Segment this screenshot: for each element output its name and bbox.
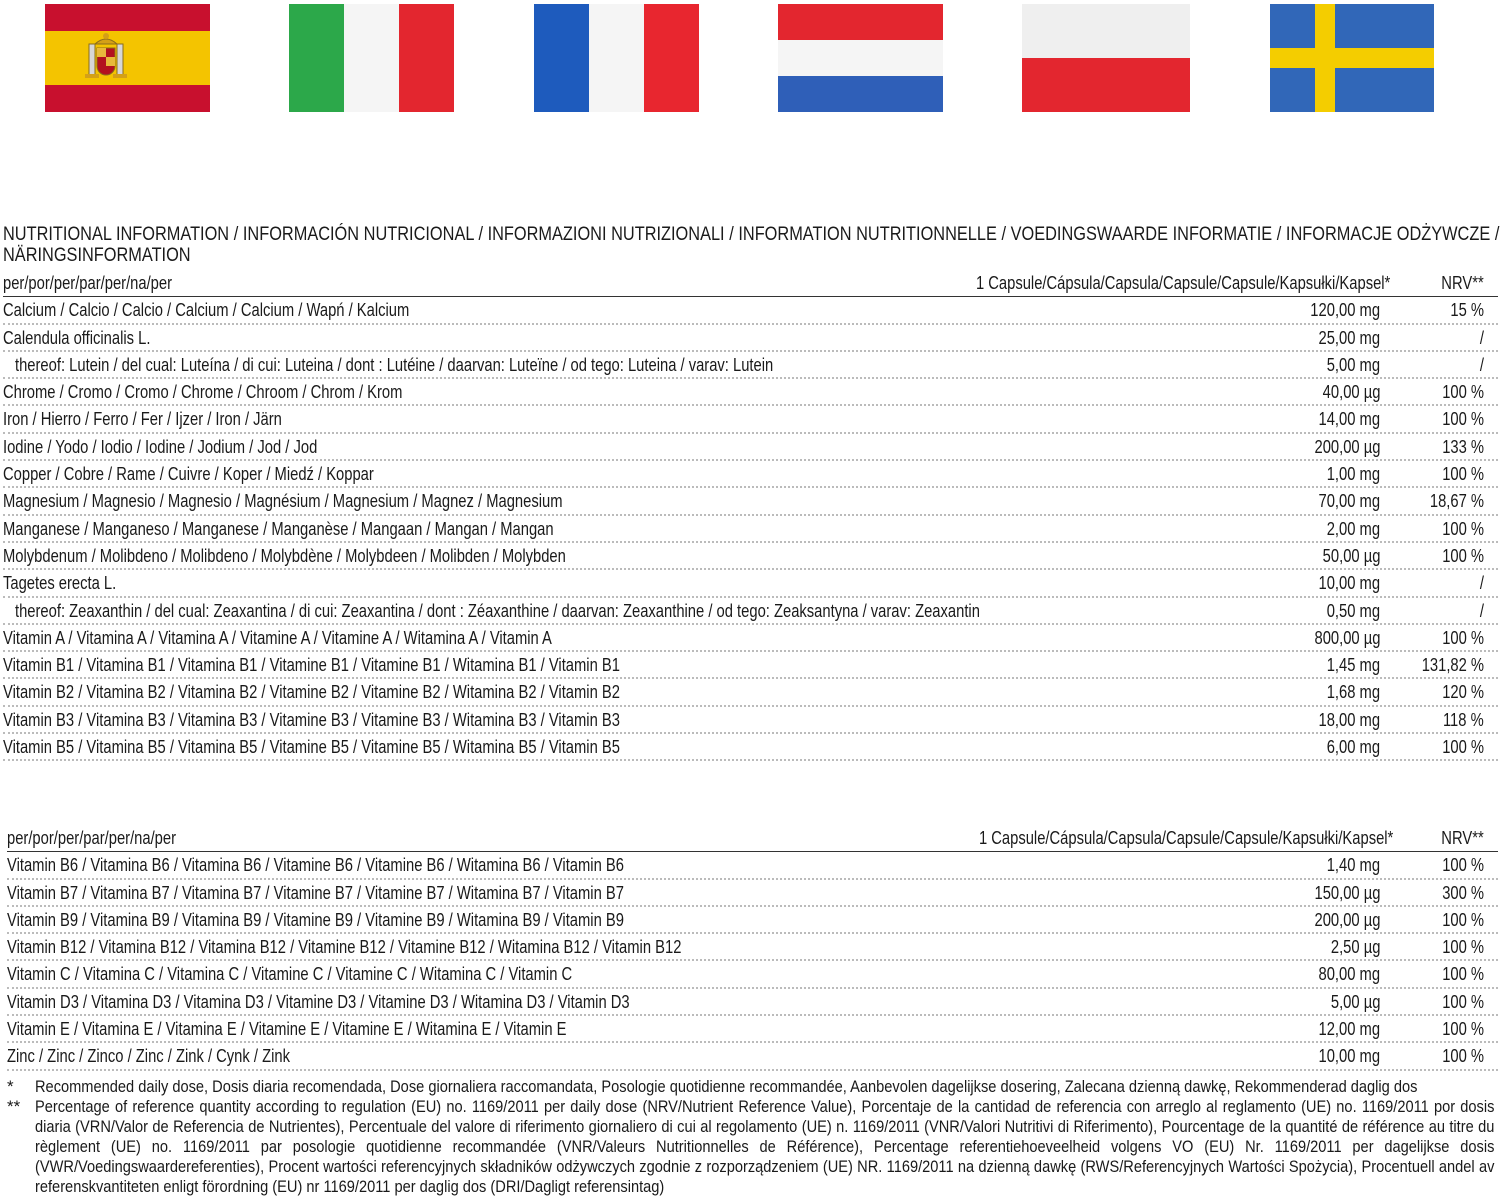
per-label: per/por/per/par/per/na/per	[7, 828, 177, 848]
nutrient-nrv: 120 %	[1442, 682, 1484, 703]
nutrient-name: Tagetes erecta L.	[3, 573, 117, 594]
nutrient-amount: 25,00 mg	[1318, 327, 1380, 348]
table-row	[7, 961, 1498, 988]
footnote-double-star	[7, 1097, 1498, 1197]
nutrient-nrv: /	[1479, 600, 1484, 621]
nutrient-amount: 1,00 mg	[1326, 464, 1380, 485]
nutrient-name: Molybdenum / Molibdeno / Molibdeno / Molybdène / Molybdeen / Molibden / Molybden	[3, 545, 566, 566]
nutrient-nrv: 15 %	[1450, 300, 1484, 321]
nutrient-name: Chrome / Cromo / Cromo / Chrome / Chroom / Chrom / Krom	[3, 382, 403, 403]
nutrient-nrv: 100 %	[1442, 909, 1484, 930]
nutrient-nrv: 100 %	[1442, 1019, 1484, 1040]
nutrition-table-2	[7, 825, 1498, 1071]
nutrient-amount: 1,40 mg	[1326, 855, 1380, 876]
amount-header: 1 Capsule/Cápsula/Capsula/Capsule/Capsule/Kapsułki/Kapsel*	[978, 828, 1393, 848]
table-row	[3, 734, 1498, 761]
nutrient-amount: 12,00 mg	[1318, 1019, 1380, 1040]
table-row	[3, 516, 1498, 543]
nutrient-amount: 5,00 mg	[1326, 354, 1380, 375]
nutrient-nrv: 100 %	[1442, 964, 1484, 985]
table-header	[3, 270, 1498, 297]
nutrient-name: Vitamin B9 / Vitamina B9 / Vitamina B9 / Vitamine B9 / Vitamine B9 / Witamina B9 / Vitamin B9	[7, 909, 624, 930]
table-row	[3, 598, 1498, 625]
nutrient-amount: 200,00 µg	[1314, 909, 1380, 930]
nutrient-name: Vitamin E / Vitamina E / Vitamina E / Vitamine E / Vitamine E / Witamina E / Vitamin E	[7, 1019, 567, 1040]
nutrient-amount: 70,00 mg	[1318, 491, 1380, 512]
footnote-text: Recommended daily dose, Dosis diaria recomendada, Dose giornaliera raccomandata, Posologie quotidienne recommandée, Aanbevolen dagelijkse dosering, Zalecana dzienną dawkę, Rekommenderad daglig dos	[35, 1077, 1418, 1096]
nutrient-name: Magnesium / Magnesio / Magnesio / Magnésium / Magnesium / Magnez / Magnesium	[3, 491, 563, 512]
nutrient-nrv: 100 %	[1442, 545, 1484, 566]
nutrient-amount: 18,00 mg	[1318, 709, 1380, 730]
nutrient-amount: 2,50 µg	[1330, 937, 1380, 958]
nutrient-amount: 2,00 mg	[1326, 518, 1380, 539]
nutrient-nrv: 100 %	[1442, 382, 1484, 403]
nutrient-nrv: 131,82 %	[1421, 655, 1484, 676]
table-row	[7, 934, 1498, 961]
table-row	[3, 379, 1498, 406]
nutrient-nrv: 100 %	[1442, 991, 1484, 1012]
footnote-mark: *	[7, 1077, 14, 1096]
nrv-header: NRV**	[1441, 273, 1484, 293]
nutrient-nrv: /	[1479, 327, 1484, 348]
table-row	[7, 1043, 1498, 1070]
nutrient-name: Zinc / Zinc / Zinco / Zinc / Zink / Cynk / Zink	[7, 1046, 290, 1067]
nutrient-amount: 50,00 µg	[1322, 545, 1380, 566]
nutrient-nrv: 118 %	[1443, 709, 1484, 730]
sweden-flag-icon	[1270, 4, 1434, 112]
france-flag-icon	[534, 4, 699, 112]
table-row	[7, 907, 1498, 934]
table-row	[3, 570, 1498, 597]
nutrient-nrv: 100 %	[1442, 627, 1484, 648]
nutrient-amount: 200,00 µg	[1314, 436, 1380, 457]
nutrient-name: Vitamin B7 / Vitamina B7 / Vitamina B7 / Vitamine B7 / Vitamine B7 / Witamina B7 / Vitamin B7	[7, 882, 624, 903]
table-row	[7, 1016, 1498, 1043]
nutrient-nrv: 100 %	[1442, 937, 1484, 958]
nutrient-name: thereof: Zeaxanthin / del cual: Zeaxantina / di cui: Zeaxantina / dont : Zéaxanthine / daarvan: Zeaxanthine / od tego: Zeaksantyna / varav: Zeaxantin	[15, 600, 980, 621]
nutrient-amount: 5,00 µg	[1330, 991, 1380, 1012]
nutrient-name: Calendula officinalis L.	[3, 327, 151, 348]
nutrient-nrv: 100 %	[1442, 518, 1484, 539]
nutrient-name: Iodine / Yodo / Iodio / Iodine / Jodium / Jod / Jod	[3, 436, 318, 457]
nutrient-nrv: 300 %	[1442, 882, 1484, 903]
nutrient-name: thereof: Lutein / del cual: Luteína / di cui: Luteina / dont : Lutéine / daarvan: Luteïne / od tego: Luteina / varav: Lutein	[15, 354, 774, 375]
nutrient-name: Vitamin A / Vitamina A / Vitamina A / Vitamine A / Vitamine A / Witamina A / Vitamin A	[3, 627, 552, 648]
nutrient-name: Vitamin B2 / Vitamina B2 / Vitamina B2 / Vitamine B2 / Vitamine B2 / Witamina B2 / Vitamin B2	[3, 682, 620, 703]
table-row	[3, 625, 1498, 652]
nutrient-name: Manganese / Manganeso / Manganese / Manganèse / Mangaan / Mangan / Mangan	[3, 518, 554, 539]
nutrient-amount: 1,68 mg	[1326, 682, 1380, 703]
nutrient-nrv: /	[1479, 354, 1484, 375]
nutrient-nrv: 100 %	[1442, 737, 1484, 758]
nutrient-amount: 10,00 mg	[1318, 573, 1380, 594]
table-row	[3, 434, 1498, 461]
nutrition-title	[3, 224, 1498, 266]
table-row	[3, 325, 1498, 352]
table-row	[3, 707, 1498, 734]
nutrient-nrv: 133 %	[1442, 436, 1484, 457]
nutrient-amount: 0,50 mg	[1326, 600, 1380, 621]
table-row	[3, 352, 1498, 379]
nutrient-amount: 6,00 mg	[1326, 737, 1380, 758]
table-row	[3, 406, 1498, 433]
nutrition-title-text: NUTRITIONAL INFORMATION / INFORMACIÓN NUTRICIONAL / INFORMAZIONI NUTRIZIONALI / INFORMATION NUTRITIONNELLE / VOEDINGSWAARDE INFORMATIE / INFORMACJE ODŻYWCZE / NÄRINGSINFORMATION	[3, 224, 1500, 266]
table-row	[3, 679, 1498, 706]
nutrient-amount: 800,00 µg	[1314, 627, 1380, 648]
per-label: per/por/per/par/per/na/per	[3, 273, 173, 293]
table-row	[7, 852, 1498, 879]
nutrient-name: Vitamin D3 / Vitamina D3 / Vitamina D3 / Vitamine D3 / Vitamine D3 / Witamina D3 / Vitamin D3	[7, 991, 630, 1012]
netherlands-flag-icon	[778, 4, 943, 112]
poland-flag-icon	[1022, 4, 1190, 112]
footnote-mark: **	[7, 1097, 21, 1116]
nutrient-name: Vitamin B3 / Vitamina B3 / Vitamina B3 / Vitamine B3 / Vitamine B3 / Witamina B3 / Vitamin B3	[3, 709, 620, 730]
spain-flag-icon	[45, 4, 210, 112]
nutrient-name: Iron / Hierro / Ferro / Fer / Ijzer / Iron / Järn	[3, 409, 282, 430]
table-header	[7, 825, 1498, 852]
nutrient-nrv: 100 %	[1442, 855, 1484, 876]
nutrient-name: Vitamin B1 / Vitamina B1 / Vitamina B1 / Vitamine B1 / Vitamine B1 / Witamina B1 / Vitamin B1	[3, 655, 620, 676]
nutrient-name: Calcium / Calcio / Calcio / Calcium / Calcium / Wapń / Kalcium	[3, 300, 410, 321]
nutrient-nrv: /	[1479, 573, 1484, 594]
table-row	[3, 297, 1498, 324]
table-row	[3, 652, 1498, 679]
nutrient-nrv: 18,67 %	[1429, 491, 1484, 512]
nutrient-amount: 150,00 µg	[1314, 882, 1380, 903]
footnotes	[7, 1077, 1498, 1197]
nutrition-table-1	[3, 270, 1498, 761]
nutrient-nrv: 100 %	[1442, 409, 1484, 430]
italy-flag-icon	[289, 4, 454, 112]
nutrient-amount: 80,00 mg	[1318, 964, 1380, 985]
nutrient-nrv: 100 %	[1442, 464, 1484, 485]
nutrient-name: Vitamin B5 / Vitamina B5 / Vitamina B5 / Vitamine B5 / Vitamine B5 / Witamina B5 / Vitamin B5	[3, 737, 620, 758]
nutrient-amount: 10,00 mg	[1318, 1046, 1380, 1067]
nutrient-amount: 120,00 mg	[1310, 300, 1380, 321]
nutrient-amount: 40,00 µg	[1322, 382, 1380, 403]
table-row	[7, 989, 1498, 1016]
table-row	[3, 461, 1498, 488]
table-row	[3, 488, 1498, 515]
table-row	[3, 543, 1498, 570]
nrv-header: NRV**	[1441, 828, 1484, 848]
nutrient-name: Vitamin B12 / Vitamina B12 / Vitamina B12 / Vitamine B12 / Vitamine B12 / Witamina B12 / Vitamin B12	[7, 937, 682, 958]
nutrient-amount: 14,00 mg	[1318, 409, 1380, 430]
nutrient-name: Vitamin B6 / Vitamina B6 / Vitamina B6 / Vitamine B6 / Vitamine B6 / Witamina B6 / Vitamin B6	[7, 855, 624, 876]
nutrient-amount: 1,45 mg	[1326, 655, 1380, 676]
table-row	[7, 880, 1498, 907]
nutrient-name: Vitamin C / Vitamina C / Vitamina C / Vitamine C / Vitamine C / Witamina C / Vitamin C	[7, 964, 573, 985]
amount-header: 1 Capsule/Cápsula/Capsula/Capsule/Capsule/Kapsułki/Kapsel*	[975, 273, 1390, 293]
footnote-text: Percentage of reference quantity according to regulation (EU) no. 1169/2011 per daily dose (NRV/Nutrient Reference Value), Porcentaje de la cantidad de referencia con arreglo al reglamento (UE) no. 1169/2011 por dosis diaria (VRN/Valor de Referencia de Nutrientes), Percentuale del valore di riferimento giornaliero di cui al regolamento (UE) n. 1169/2011 (VNR/Valori Nutritivi di Riferimento), Pourcentage de la quantité de référence au titre du règlement (UE) no. 1169/2011 par posologie quotidienne recommandée (VNR/Valeurs Nutritionnelles de Référence), Percentage referentiehoeveelheid volgens VO (EU) Nr. 1169/2011 per dagelijkse dosis (VWR/Voedingswaardereferenties), Procent wartości referencyjnych składników odżywczych zgodnie z rozporządzeniem (UE) NR. 1169/2011 na dzienną dawkę (RWS/Referencyjnych Wartości Spożycia), Procentuell andel av referenskvantiteten enligt förordning (EU) nr 1169/2011 per daglig dos (DRI/Dagligt referensintag)	[35, 1097, 1495, 1196]
nutrient-name: Copper / Cobre / Rame / Cuivre / Koper / Miedź / Koppar	[3, 464, 374, 485]
footnote-single-star	[7, 1077, 1498, 1097]
nutrient-nrv: 100 %	[1442, 1046, 1484, 1067]
